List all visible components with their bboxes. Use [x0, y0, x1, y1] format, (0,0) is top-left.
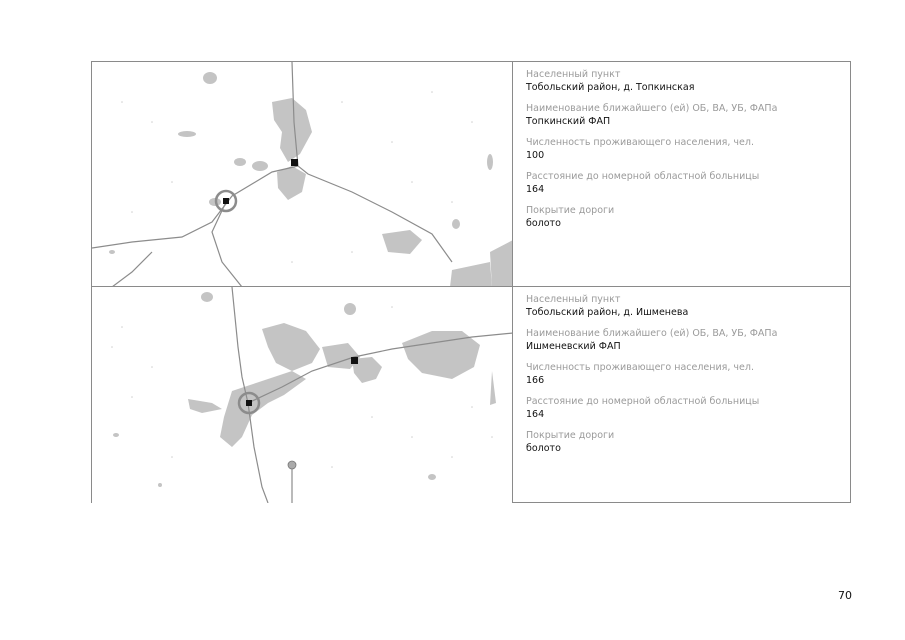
settlement-table [91, 61, 851, 503]
facility-marker [351, 357, 358, 364]
field-settlement [526, 293, 844, 320]
value-population: 166 [526, 375, 545, 386]
map-image [92, 62, 513, 286]
map-topkinskaya [92, 62, 513, 286]
value-distance: 164 [526, 409, 545, 420]
field-road-cover [526, 204, 844, 231]
value-settlement: Тобольский район, д. Ишменева [526, 307, 689, 318]
label-distance: Расстояние до номерной областной больницы [526, 171, 760, 182]
water-bodies [109, 72, 513, 286]
label-distance: Расстояние до номерной областной больницы [526, 396, 760, 407]
map-image [92, 287, 513, 503]
field-population [526, 361, 844, 388]
field-nearest-facility [526, 102, 844, 129]
table-row [92, 62, 850, 287]
label-population: Численность проживающего населения, чел. [526, 137, 754, 148]
page-number: 70 [838, 589, 852, 602]
field-distance [526, 395, 844, 422]
value-distance: 164 [526, 184, 545, 195]
location-pin-icon [288, 461, 296, 469]
value-population: 100 [526, 150, 545, 161]
value-settlement: Тобольский район, д. Топкинская [526, 82, 695, 93]
value-nearest-facility: Топкинский ФАП [526, 116, 611, 127]
info-panel [526, 293, 844, 463]
map-ishmeneva [92, 287, 513, 503]
info-panel [526, 68, 844, 238]
field-population [526, 136, 844, 163]
field-settlement [526, 68, 844, 95]
label-road-cover: Покрытие дороги [526, 205, 615, 216]
field-nearest-facility [526, 327, 844, 354]
value-road-cover: болото [526, 218, 561, 229]
table-row [92, 287, 850, 503]
label-nearest-facility: Наименование ближайшего (ей) ОБ, ВА, УБ, ФАПа [526, 103, 778, 114]
label-settlement: Населенный пункт [526, 69, 621, 80]
value-road-cover: болото [526, 443, 561, 454]
value-nearest-facility: Ишменевский ФАП [526, 341, 621, 352]
facility-marker [291, 159, 298, 166]
label-settlement: Населенный пункт [526, 294, 621, 305]
water-bodies [113, 292, 496, 487]
label-road-cover: Покрытие дороги [526, 430, 615, 441]
label-population: Численность проживающего населения, чел. [526, 362, 754, 373]
label-nearest-facility: Наименование ближайшего (ей) ОБ, ВА, УБ, ФАПа [526, 328, 778, 339]
field-road-cover [526, 429, 844, 456]
field-distance [526, 170, 844, 197]
